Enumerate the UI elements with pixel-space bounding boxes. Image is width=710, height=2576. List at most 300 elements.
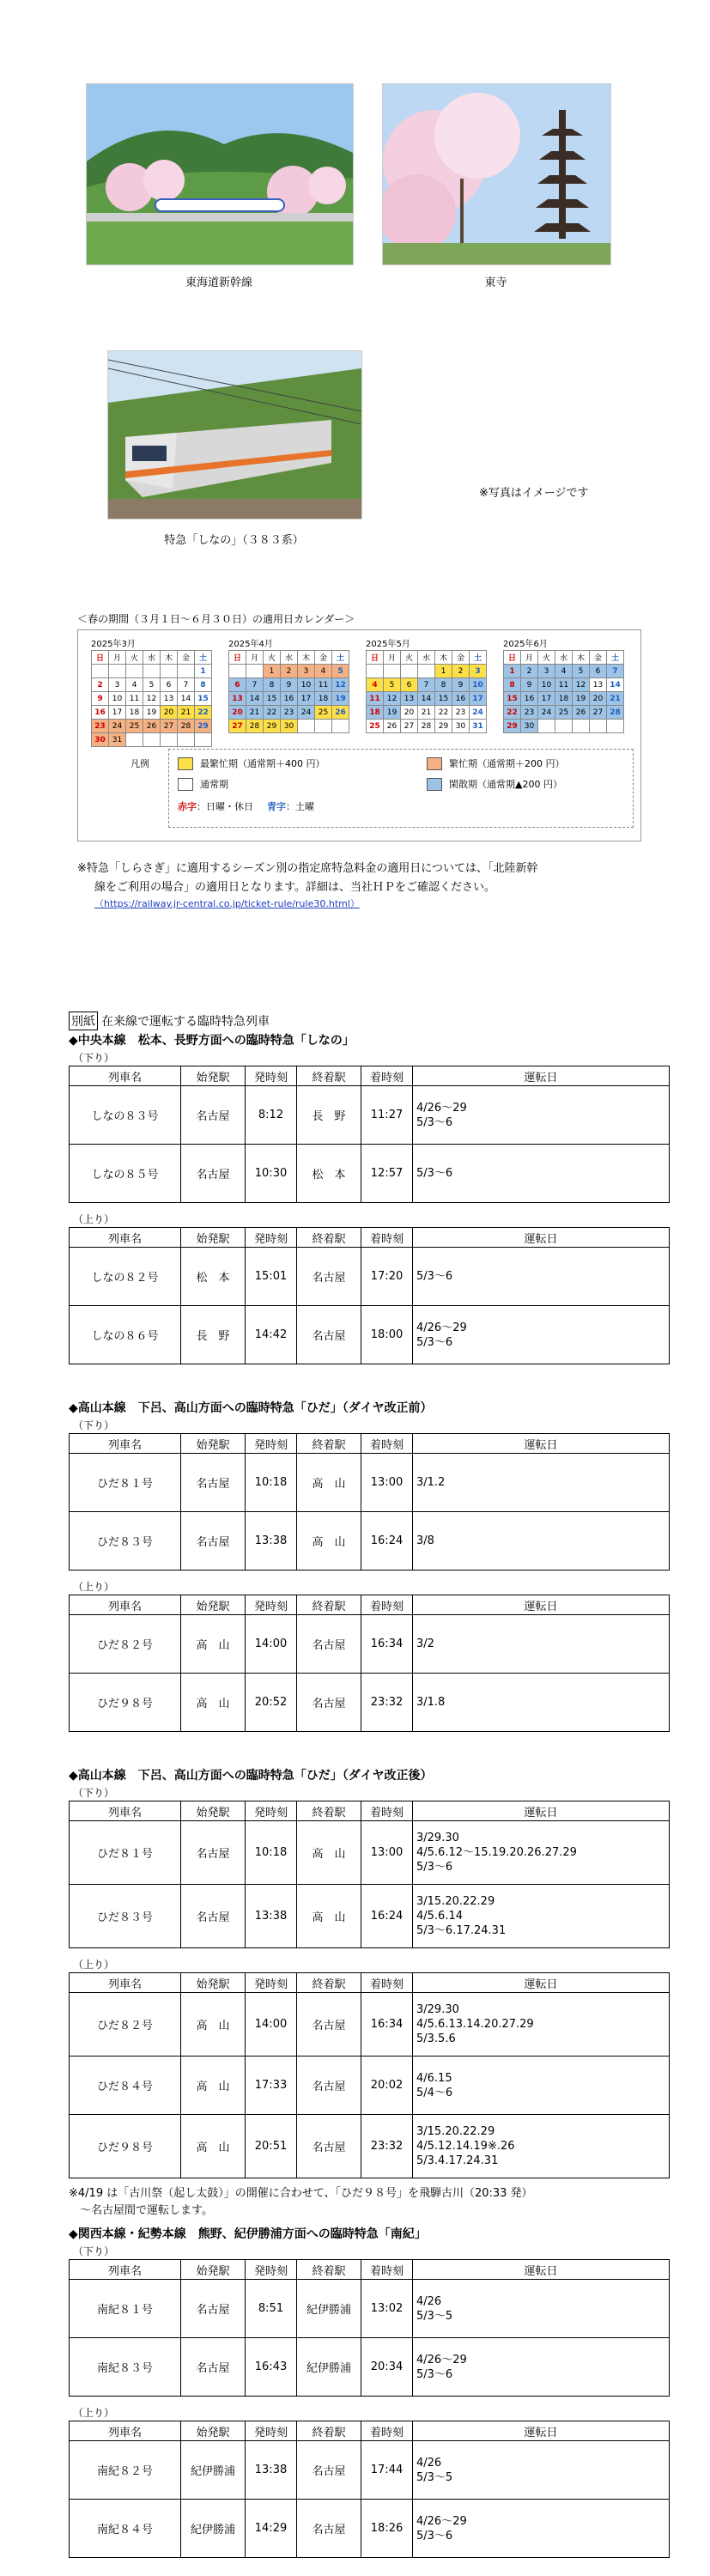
operation-day-line: 3/29.30	[416, 1832, 459, 1844]
calendar-day: 18	[126, 706, 143, 720]
table-cell: 17:44	[361, 2441, 413, 2500]
legend-normal	[178, 777, 228, 791]
column-header: 発時刻	[246, 2260, 297, 2280]
section-title: ◆中央本線 松本、長野方面への臨時特急「しなの」	[69, 1034, 355, 1048]
month-grid	[91, 650, 212, 747]
legend-normal-text: 通常期	[200, 779, 228, 790]
operation-day-line: 4/5.12.14.19※.26	[416, 2140, 515, 2153]
table-cell: 10:18	[246, 1821, 297, 1885]
table-row	[70, 1885, 670, 1948]
calendar-day	[367, 665, 384, 678]
calendar-month	[228, 639, 357, 733]
table-cell: 南紀８２号	[70, 2441, 181, 2500]
red-desc: ：日曜・休日	[197, 801, 253, 812]
table-row	[70, 2280, 670, 2338]
appendix-title: 在来線で運転する臨時特急列車	[101, 1015, 270, 1029]
calendar-day: 19	[573, 692, 590, 706]
calendar-day	[315, 720, 332, 733]
timetable	[69, 1066, 670, 1203]
busy-swatch	[427, 757, 442, 770]
calendar-day: 9	[281, 678, 298, 692]
month-grid	[228, 650, 349, 733]
column-header: 発時刻	[246, 1434, 297, 1454]
calendar-day: 16	[92, 706, 109, 720]
table-row	[70, 2500, 670, 2558]
table-cell: 13:02	[361, 2280, 413, 2338]
calendar-day: 12	[332, 678, 349, 692]
calendar-day: 23	[92, 720, 109, 733]
calendar-day: 22	[435, 706, 452, 720]
section-title: ◆高山本線 下呂、高山方面への臨時特急「ひだ」（ダイヤ改正後）	[69, 1769, 433, 1783]
calendar-day	[332, 720, 349, 733]
column-header: 発時刻	[246, 2421, 297, 2441]
calendar-day: 25	[315, 706, 332, 720]
calendar-day: 8	[435, 678, 452, 692]
table-cell: 名古屋	[297, 2115, 361, 2178]
peak-swatch	[178, 757, 193, 770]
red-label: 赤字	[178, 801, 197, 812]
table-cell: 名古屋	[297, 2500, 361, 2558]
weekday-header: 月	[109, 651, 126, 665]
calendar-day: 10	[470, 678, 487, 692]
table-cell: 名古屋	[297, 1674, 361, 1732]
calendar-day: 30	[452, 720, 470, 733]
table-cell: しなの８２号	[70, 1248, 181, 1306]
calendar-day: 24	[298, 706, 315, 720]
operation-days	[413, 1306, 670, 1364]
calendar-day	[126, 665, 143, 678]
column-header: 運転日	[413, 1801, 670, 1821]
operation-day-line: 4/26～29	[416, 2353, 467, 2366]
calendar-day: 15	[435, 692, 452, 706]
table-cell: 長 野	[181, 1306, 246, 1364]
column-header: 運転日	[413, 1595, 670, 1615]
table-cell: ひだ９８号	[70, 2115, 181, 2178]
calendar-day: 24	[109, 720, 126, 733]
table-cell: 20:34	[361, 2338, 413, 2397]
legend-holidays	[178, 799, 314, 813]
column-header: 着時刻	[361, 2260, 413, 2280]
calendar-day: 23	[281, 706, 298, 720]
table-cell: ひだ８２号	[70, 1993, 181, 2057]
column-header: 列車名	[70, 1434, 181, 1454]
shinano-caption: 特急「しなの」（３８３系）	[164, 534, 304, 547]
table-cell: 名古屋	[181, 1821, 246, 1885]
calendar-day: 7	[246, 678, 264, 692]
column-header: 始発駅	[181, 1434, 246, 1454]
table-cell: 高 山	[181, 1993, 246, 2057]
column-header: 始発駅	[181, 2421, 246, 2441]
column-header: 着時刻	[361, 1228, 413, 1248]
operation-day-line: 5/4～6	[416, 2086, 453, 2099]
down-label: （下り）	[73, 1787, 115, 1799]
timetable	[69, 1972, 670, 2178]
calendar-day: 7	[607, 665, 624, 678]
calendar-day: 19	[384, 706, 401, 720]
calendar-day: 20	[161, 706, 178, 720]
column-header: 始発駅	[181, 1973, 246, 1993]
column-header: 着時刻	[361, 2421, 413, 2441]
calendar-day: 6	[590, 665, 607, 678]
operation-days	[413, 1512, 670, 1571]
weekday-header: 水	[555, 651, 573, 665]
calendar-day: 28	[418, 720, 435, 733]
weekday-header: 土	[470, 651, 487, 665]
table-row	[70, 1248, 670, 1306]
table-cell: ひだ８２号	[70, 1615, 181, 1674]
table-cell: 南紀８３号	[70, 2338, 181, 2397]
calendar-day	[161, 665, 178, 678]
column-header: 列車名	[70, 1801, 181, 1821]
calendar-day: 12	[384, 692, 401, 706]
calendar-day: 1	[435, 665, 452, 678]
table-cell: 23:32	[361, 2115, 413, 2178]
table-row	[70, 2338, 670, 2397]
weekday-header: 火	[126, 651, 143, 665]
timetable	[69, 2259, 670, 2397]
calendar-day: 11	[126, 692, 143, 706]
note-line-1: ※特急「しらさぎ」に適用するシーズン別の指定席特急料金の適用日については、「北陸新幹	[77, 862, 538, 875]
column-header: 終着駅	[297, 1434, 361, 1454]
blue-label: 青字	[267, 801, 286, 812]
calendar-day: 26	[332, 706, 349, 720]
calendar-day: 27	[161, 720, 178, 733]
table-row	[70, 1674, 670, 1732]
calendar-day: 25	[367, 720, 384, 733]
calendar-day: 2	[281, 665, 298, 678]
table-cell: 10:30	[246, 1145, 297, 1203]
table-cell: 10:18	[246, 1454, 297, 1512]
calendar-day: 21	[178, 706, 195, 720]
calendar-day	[229, 665, 246, 678]
table-cell: 12:57	[361, 1145, 413, 1203]
table-cell: 18:26	[361, 2500, 413, 2558]
calendar-day: 1	[504, 665, 521, 678]
calendar-day: 28	[178, 720, 195, 733]
calendar-day: 29	[435, 720, 452, 733]
up-label: （上り）	[73, 1959, 115, 1971]
table-cell: 名古屋	[297, 1306, 361, 1364]
calendar-day: 6	[401, 678, 418, 692]
column-header: 始発駅	[181, 1595, 246, 1615]
calendar-month	[503, 639, 632, 733]
calendar-day: 26	[384, 720, 401, 733]
operation-day-line: 4/5.6.13.14.20.27.29	[416, 2018, 534, 2031]
timetable	[69, 2421, 670, 2558]
blue-desc: ：土曜	[286, 801, 314, 812]
calendar-day: 4	[315, 665, 332, 678]
operation-days	[413, 1145, 670, 1203]
operation-day-line: 4/6.15	[416, 2071, 452, 2085]
operation-days	[413, 1086, 670, 1145]
table-cell: ひだ８３号	[70, 1885, 181, 1948]
calendar-day: 8	[264, 678, 281, 692]
table-cell: 14:42	[246, 1306, 297, 1364]
operation-day-line: 3/15.20.22.29	[416, 1895, 495, 1908]
column-header: 着時刻	[361, 1595, 413, 1615]
column-header: 始発駅	[181, 1228, 246, 1248]
table-cell: しなの８３号	[70, 1086, 181, 1145]
calendar-day: 2	[521, 665, 538, 678]
month-grid	[503, 650, 624, 733]
calendar-day: 8	[195, 678, 212, 692]
table-cell: 長 野	[297, 1086, 361, 1145]
weekday-header: 火	[538, 651, 555, 665]
table-cell: 16:24	[361, 1885, 413, 1948]
timetable	[69, 1433, 670, 1571]
calendar-day: 31	[470, 720, 487, 733]
calendar-day: 18	[315, 692, 332, 706]
month-label: 2025年5月	[366, 640, 410, 649]
column-header: 発時刻	[246, 1595, 297, 1615]
calendar-day: 11	[367, 692, 384, 706]
calendar-day: 5	[384, 678, 401, 692]
operation-day-line: 5/3～6.17.24.31	[416, 1924, 507, 1937]
calendar-day: 14	[178, 692, 195, 706]
table-cell: 13:38	[246, 2441, 297, 2500]
calendar-day	[109, 665, 126, 678]
table-cell: ひだ８３号	[70, 1512, 181, 1571]
table-cell: 名古屋	[181, 1512, 246, 1571]
note-link[interactable]: （https://railway.jr-central.co.jp/ticket-rule/rule30.html）	[94, 898, 360, 909]
table-cell: 16:34	[361, 1993, 413, 2057]
calendar-day: 22	[504, 706, 521, 720]
operation-days	[413, 2057, 670, 2115]
calendar-day	[607, 720, 624, 733]
calendar-day: 17	[538, 692, 555, 706]
toji-photo	[382, 83, 611, 265]
calendar-day: 18	[367, 706, 384, 720]
table-cell: 名古屋	[297, 2057, 361, 2115]
calendar-day: 3	[298, 665, 315, 678]
table-cell: しなの８５号	[70, 1145, 181, 1203]
operation-day-line: 3/2	[416, 1637, 434, 1650]
column-header: 終着駅	[297, 1595, 361, 1615]
table-cell: 南紀８１号	[70, 2280, 181, 2338]
calendar-day: 25	[555, 706, 573, 720]
operation-days	[413, 1885, 670, 1948]
operation-day-line: 3/15.20.22.29	[416, 2125, 495, 2138]
operation-day-line: 5/3～5	[416, 2309, 453, 2323]
calendar-day: 3	[470, 665, 487, 678]
table-cell: 13:00	[361, 1454, 413, 1512]
up-label: （上り）	[73, 2407, 115, 2419]
calendar-day: 7	[178, 678, 195, 692]
table-cell: 20:02	[361, 2057, 413, 2115]
calendar-day: 26	[573, 706, 590, 720]
calendar-day: 31	[109, 733, 126, 747]
weekday-header: 木	[573, 651, 590, 665]
calendar-day: 5	[143, 678, 161, 692]
table-row	[70, 1454, 670, 1512]
toji-caption: 東寺	[484, 276, 507, 289]
calendar-legend	[130, 749, 634, 828]
calendar-day: 20	[229, 706, 246, 720]
calendar-day: 15	[195, 692, 212, 706]
column-header: 列車名	[70, 1595, 181, 1615]
column-header: 終着駅	[297, 1973, 361, 1993]
timetable	[69, 1801, 670, 1948]
calendar-day: 6	[229, 678, 246, 692]
column-header: 終着駅	[297, 2260, 361, 2280]
operation-day-line: 4/26	[416, 2294, 442, 2308]
calendar-day: 13	[401, 692, 418, 706]
column-header: 発時刻	[246, 1973, 297, 1993]
calendar-day: 29	[264, 720, 281, 733]
column-header: 始発駅	[181, 2260, 246, 2280]
table-cell: 名古屋	[181, 2280, 246, 2338]
table-row	[70, 2115, 670, 2178]
calendar-day	[590, 720, 607, 733]
calendar-day: 16	[521, 692, 538, 706]
operation-day-line: 4/5.6.12～15.19.20.26.27.29	[416, 1846, 577, 1859]
table-cell: 高 山	[297, 1821, 361, 1885]
weekday-header: 日	[367, 651, 384, 665]
month-label: 2025年6月	[503, 640, 548, 649]
calendar-day: 27	[229, 720, 246, 733]
calendar-day	[246, 665, 264, 678]
appendix-tag: 別紙	[69, 1012, 98, 1030]
table-cell: 紀伊勝浦	[297, 2280, 361, 2338]
down-label: （下り）	[73, 1419, 115, 1431]
column-header: 列車名	[70, 1973, 181, 1993]
table-cell: 11:27	[361, 1086, 413, 1145]
calendar-day	[418, 665, 435, 678]
calendar-day: 28	[246, 720, 264, 733]
table-row	[70, 2057, 670, 2115]
weekday-header: 土	[607, 651, 624, 665]
legend-peak	[178, 756, 325, 770]
operation-day-line: 5/3～6	[416, 2529, 453, 2543]
footnote: ～名古屋間で運転します。	[69, 2204, 213, 2217]
table-cell: 名古屋	[297, 2441, 361, 2500]
table-cell: 14:29	[246, 2500, 297, 2558]
calendar-day	[573, 720, 590, 733]
calendar-day: 13	[590, 678, 607, 692]
weekday-header: 日	[229, 651, 246, 665]
down-label: （下り）	[73, 1052, 115, 1064]
column-header: 列車名	[70, 1228, 181, 1248]
weekday-header: 金	[315, 651, 332, 665]
operation-days	[413, 1821, 670, 1885]
table-cell: 高 山	[181, 1674, 246, 1732]
calendar-day: 1	[264, 665, 281, 678]
calendar-month	[91, 639, 220, 747]
calendar-day	[178, 733, 195, 747]
calendar-day: 10	[298, 678, 315, 692]
calendar-month	[366, 639, 495, 733]
calendar-day: 4	[555, 665, 573, 678]
weekday-header: 月	[521, 651, 538, 665]
calendar-day: 24	[470, 706, 487, 720]
operation-days	[413, 1615, 670, 1674]
weekday-header: 月	[384, 651, 401, 665]
up-label: （上り）	[73, 1581, 115, 1593]
column-header: 運転日	[413, 1066, 670, 1086]
operation-days	[413, 1248, 670, 1306]
table-cell: 名古屋	[181, 1086, 246, 1145]
operation-days	[413, 1454, 670, 1512]
calendar-day: 9	[92, 692, 109, 706]
table-cell: 紀伊勝浦	[181, 2500, 246, 2558]
operation-day-line: 5/3.5.6	[416, 2032, 456, 2045]
calendar-day: 16	[281, 692, 298, 706]
weekday-header: 水	[143, 651, 161, 665]
column-header: 終着駅	[297, 1801, 361, 1821]
appendix-heading	[69, 1012, 270, 1030]
operation-days	[413, 1993, 670, 2057]
calendar-day: 29	[504, 720, 521, 733]
table-cell: 13:38	[246, 1512, 297, 1571]
table-cell: 高 山	[297, 1512, 361, 1571]
weekday-header: 火	[401, 651, 418, 665]
column-header: 終着駅	[297, 2421, 361, 2441]
table-row	[70, 1145, 670, 1203]
table-cell: 13:00	[361, 1821, 413, 1885]
calendar-day: 11	[315, 678, 332, 692]
operation-day-line: 5/3～5	[416, 2470, 453, 2484]
weekday-header: 金	[452, 651, 470, 665]
legend-offpeak-text: 閑散期（通常期▲200 円）	[449, 779, 562, 790]
column-header: 発時刻	[246, 1801, 297, 1821]
table-cell: 名古屋	[297, 1615, 361, 1674]
legend-label: 凡例	[130, 758, 149, 769]
weekday-header: 月	[246, 651, 264, 665]
operation-days	[413, 2500, 670, 2558]
table-row	[70, 1306, 670, 1364]
footnote: ※4/19 は「古川祭（起し太鼓）」の開催に合わせて、「ひだ９８号」を飛騨古川（20:33 発）	[69, 2187, 533, 2200]
table-cell: 松 本	[297, 1145, 361, 1203]
calendar-day: 14	[607, 678, 624, 692]
legend-peak-text: 最繁忙期（通常期＋400 円）	[200, 758, 325, 769]
calendar-day: 21	[246, 706, 264, 720]
table-cell: 高 山	[297, 1454, 361, 1512]
table-cell: 16:24	[361, 1512, 413, 1571]
calendar-day: 27	[590, 706, 607, 720]
operation-day-line: 5/3～6	[416, 1115, 453, 1129]
calendar-day	[178, 665, 195, 678]
calendar-day	[538, 720, 555, 733]
operation-days	[413, 2115, 670, 2178]
table-cell: しなの８６号	[70, 1306, 181, 1364]
calendar-day: 19	[143, 706, 161, 720]
calendar-day	[384, 665, 401, 678]
column-header: 終着駅	[297, 1066, 361, 1086]
calendar-day	[195, 733, 212, 747]
image-note: ※写真はイメージです	[479, 487, 589, 500]
calendar-day: 2	[452, 665, 470, 678]
operation-day-line: 5/3～6	[416, 2367, 453, 2381]
shinano-photo	[107, 350, 362, 519]
legend-busy-text: 繁忙期（通常期＋200 円）	[449, 758, 565, 769]
calendar-day: 4	[126, 678, 143, 692]
calendar-day	[555, 720, 573, 733]
calendar-day: 7	[418, 678, 435, 692]
calendar-day	[161, 733, 178, 747]
calendar-day: 13	[161, 692, 178, 706]
table-cell: 8:12	[246, 1086, 297, 1145]
calendar-day: 26	[143, 720, 161, 733]
weekday-header: 木	[298, 651, 315, 665]
table-row	[70, 1993, 670, 2057]
column-header: 発時刻	[246, 1066, 297, 1086]
table-cell: 13:38	[246, 1885, 297, 1948]
table-cell: 14:00	[246, 1615, 297, 1674]
legend-busy	[427, 756, 565, 770]
calendar-day: 11	[555, 678, 573, 692]
column-header: 運転日	[413, 1228, 670, 1248]
column-header: 列車名	[70, 2421, 181, 2441]
